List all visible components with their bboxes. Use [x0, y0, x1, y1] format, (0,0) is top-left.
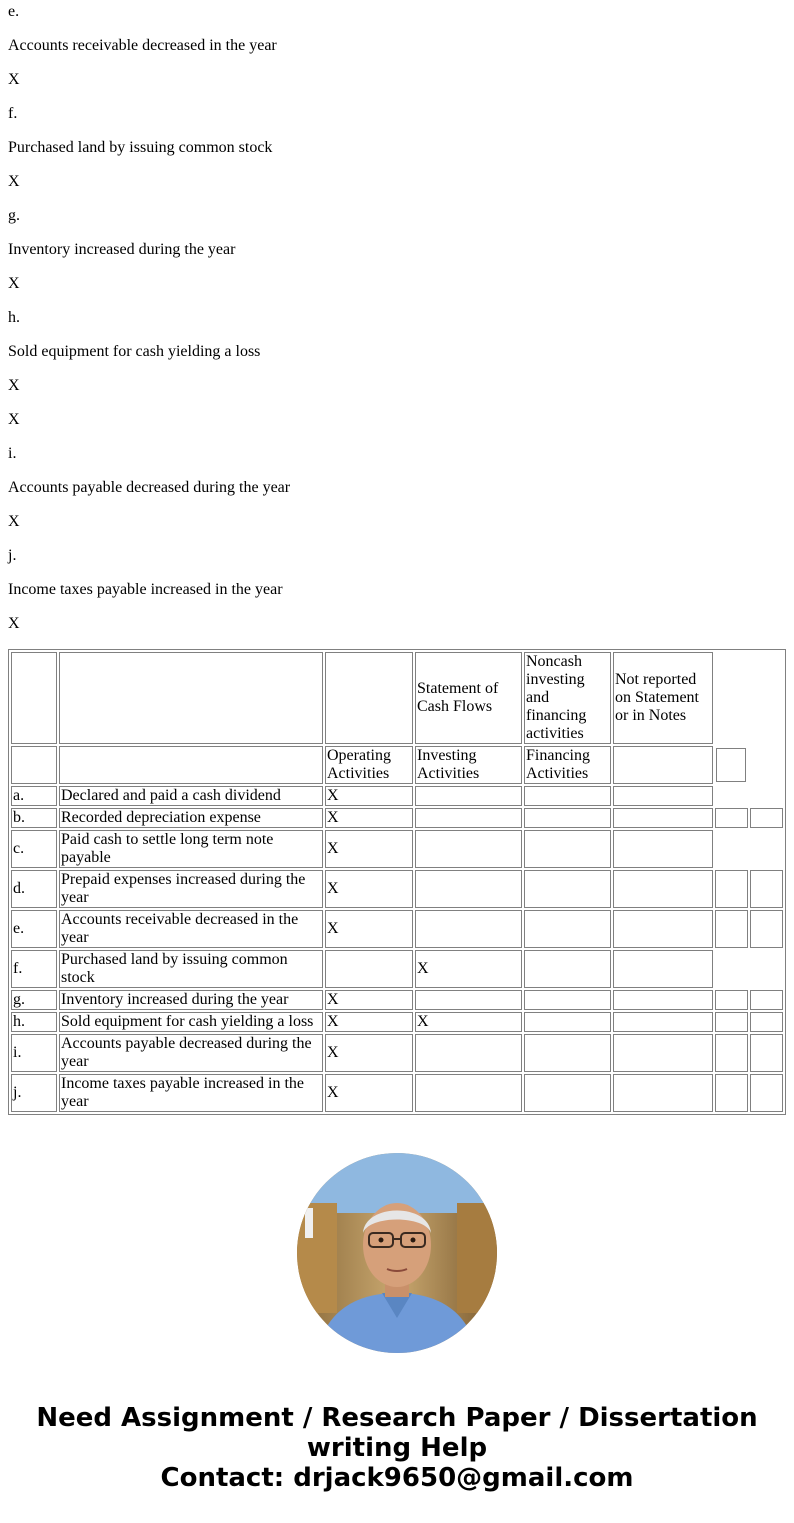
row-investing-mark — [415, 808, 522, 828]
row-description: Sold equipment for cash yielding a loss — [59, 1012, 323, 1032]
row-description: Income taxes payable increased in the year — [59, 1074, 323, 1112]
table-cell — [715, 1034, 748, 1072]
row-operating-mark: X — [325, 990, 413, 1010]
table-cell — [613, 1074, 713, 1112]
table-cell — [524, 808, 611, 828]
answer-mark: X — [8, 513, 20, 530]
table-row — [11, 786, 783, 806]
answer-mark: X — [8, 275, 20, 292]
row-investing-mark — [415, 910, 522, 948]
table-cell — [613, 786, 713, 806]
row-description: Recorded depreciation expense — [59, 808, 323, 828]
table-row — [11, 1074, 783, 1112]
row-investing-mark — [415, 1074, 522, 1112]
answer-mark: X — [8, 173, 20, 190]
table-row — [11, 1034, 783, 1072]
table-cell — [715, 990, 748, 1010]
row-letter: b. — [11, 808, 57, 828]
table-row — [11, 870, 783, 908]
row-operating-mark: X — [325, 808, 413, 828]
row-letter: a. — [11, 786, 57, 806]
table-cell — [524, 990, 611, 1010]
promo-contact: Contact: drjack9650@gmail.com — [160, 1463, 634, 1493]
row-letter: h. — [11, 1012, 57, 1032]
answer-letter: g. — [8, 207, 20, 224]
table-cell — [613, 870, 713, 908]
header-not-reported: Not reported on Statement or in Notes — [613, 652, 713, 744]
row-operating-mark: X — [325, 1012, 413, 1032]
table-row — [11, 808, 783, 828]
table-cell — [750, 910, 783, 948]
table-cell — [750, 990, 783, 1010]
table-cell — [524, 870, 611, 908]
table-cell — [613, 1034, 713, 1072]
table-cell-empty — [715, 786, 783, 806]
answer-letter: j. — [8, 547, 17, 564]
table-cell-empty — [715, 950, 783, 988]
table-cell — [59, 652, 323, 744]
table-subheader-row — [11, 746, 783, 784]
row-investing-mark — [415, 1034, 522, 1072]
row-operating-mark: X — [325, 1034, 413, 1072]
table-cell — [750, 1074, 783, 1112]
answer-description: Purchased land by issuing common stock — [8, 139, 273, 156]
answer-description: Sold equipment for cash yielding a loss — [8, 343, 261, 360]
answer-description: Inventory increased during the year — [8, 241, 236, 258]
answer-letter: i. — [8, 445, 17, 462]
row-investing-mark — [415, 786, 522, 806]
promo-line: writing Help — [306, 1433, 488, 1463]
table-row — [11, 990, 783, 1010]
row-operating-mark: X — [325, 786, 413, 806]
header-noncash-activities: Noncash investing and financing activities — [524, 652, 611, 744]
table-cell — [750, 1034, 783, 1072]
row-operating-mark: X — [325, 1074, 413, 1112]
row-operating-mark — [325, 950, 413, 988]
subheader-investing: Investing Activities — [415, 746, 522, 784]
row-description: Purchased land by issuing common stock — [59, 950, 323, 988]
table-box — [716, 748, 746, 782]
row-letter: i. — [11, 1034, 57, 1072]
answer-description: Accounts payable decreased during the year — [8, 479, 291, 496]
table-cell — [715, 808, 748, 828]
table-cell — [715, 1012, 748, 1032]
row-operating-mark: X — [325, 830, 413, 868]
table-cell — [613, 990, 713, 1010]
table-cell — [613, 746, 713, 784]
answer-mark: X — [8, 615, 20, 632]
row-letter: g. — [11, 990, 57, 1010]
answer-description: Income taxes payable increased in the year — [8, 581, 283, 598]
row-letter: j. — [11, 1074, 57, 1112]
row-letter: d. — [11, 870, 57, 908]
profile-photo — [297, 1153, 497, 1353]
table-cell-empty — [715, 652, 783, 744]
table-cell — [524, 1034, 611, 1072]
row-letter: f. — [11, 950, 57, 988]
row-description: Prepaid expenses increased during the year — [59, 870, 323, 908]
table-cell — [613, 830, 713, 868]
table-cell — [11, 652, 57, 744]
answer-list — [8, 3, 786, 649]
answer-mark: X — [8, 411, 20, 428]
row-description: Declared and paid a cash dividend — [59, 786, 323, 806]
row-investing-mark: X — [415, 950, 522, 988]
table-row — [11, 910, 783, 948]
promo-banner — [0, 1403, 794, 1493]
table-cell — [59, 746, 323, 784]
table-cell — [524, 1012, 611, 1032]
table-cell — [613, 1012, 713, 1032]
row-investing-mark: X — [415, 1012, 522, 1032]
row-letter: e. — [11, 910, 57, 948]
row-investing-mark — [415, 830, 522, 868]
row-investing-mark — [415, 990, 522, 1010]
row-investing-mark — [415, 870, 522, 908]
table-cell — [750, 808, 783, 828]
table-cell — [524, 830, 611, 868]
table-row — [11, 950, 783, 988]
table-cell-empty — [715, 746, 783, 784]
table-row — [11, 830, 783, 868]
answer-letter: h. — [8, 309, 20, 326]
table-cell-empty — [715, 830, 783, 868]
table-cell — [715, 910, 748, 948]
table-cell — [715, 1074, 748, 1112]
row-operating-mark: X — [325, 910, 413, 948]
answer-letter: f. — [8, 105, 18, 122]
answer-letter: e. — [8, 3, 20, 20]
table-cell — [613, 950, 713, 988]
row-description: Accounts receivable decreased in the year — [59, 910, 323, 948]
table-row — [11, 1012, 783, 1032]
table-cell — [715, 870, 748, 908]
answer-mark: X — [8, 71, 20, 88]
header-statement-of-cash-flows: Statement of Cash Flows — [415, 652, 522, 744]
row-letter: c. — [11, 830, 57, 868]
subheader-financing: Financing Activities — [524, 746, 611, 784]
row-description: Paid cash to settle long term note payable — [59, 830, 323, 868]
row-description: Inventory increased during the year — [59, 990, 323, 1010]
avatar — [297, 1153, 497, 1353]
table-header-row — [11, 652, 783, 744]
table-cell — [750, 1012, 783, 1032]
promo-line: Need Assignment / Research Paper / Dissertation — [36, 1403, 758, 1433]
table-cell — [524, 786, 611, 806]
table-cell — [11, 746, 57, 784]
row-operating-mark: X — [325, 870, 413, 908]
row-description: Accounts payable decreased during the year — [59, 1034, 323, 1072]
subheader-operating: Operating Activities — [325, 746, 413, 784]
cash-flow-classification-table — [8, 649, 786, 1115]
table-cell — [750, 870, 783, 908]
table-cell — [325, 652, 413, 744]
table-cell — [613, 808, 713, 828]
answer-mark: X — [8, 377, 20, 394]
table-cell — [524, 950, 611, 988]
answer-description: Accounts receivable decreased in the year — [8, 37, 277, 54]
table-cell — [524, 910, 611, 948]
table-cell — [613, 910, 713, 948]
table-cell — [524, 1074, 611, 1112]
